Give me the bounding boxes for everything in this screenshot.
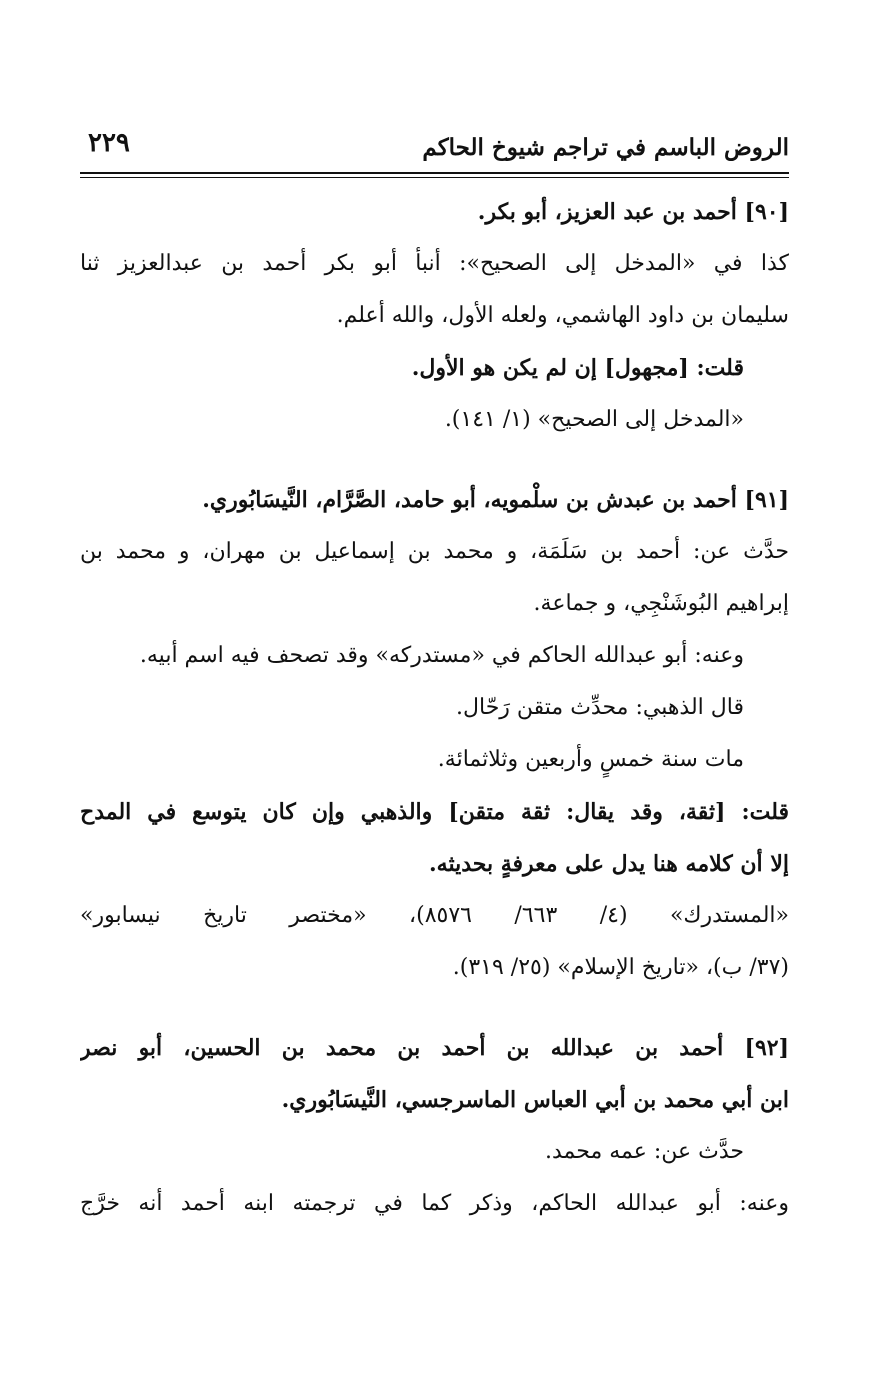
entry-separator [80, 446, 789, 466]
entry-heading: ابن أبي محمد بن أبي العباس الماسرجسي، النَّيسَابُوري. [281, 1087, 789, 1113]
entry-heading: [٩١] أحمد بن عبدش بن سلْمويه، أبو حامد، الصَّرَّام، النَّيسَابُوري. [202, 487, 789, 513]
entry-text: كذا في «المدخل إلى الصحيح»: أنبأ أبو بكر أحمد بن عبدالعزيز ثنا [80, 251, 789, 276]
entry-text: وعنه: أبو عبدالله الحاكم في «مستدركه» وقد تصحف فيه اسم أبيه. [139, 643, 744, 668]
entry-text: سليمان بن داود الهاشمي، ولعله الأول، والله أعلم. [336, 303, 789, 328]
page-number: ٢٢٩ [88, 128, 130, 158]
source-reference: «المستدرك» (٤/ ٦٦٣/ ٨٥٧٦)، «مختصر تاريخ نيسابور» [80, 903, 789, 928]
source-reference: (٣٧/ ب)، «تاريخ الإسلام» (٢٥/ ٣١٩). [452, 955, 789, 980]
source-reference: «المدخل إلى الصحيح» (١/ ١٤١). [444, 407, 744, 432]
author-note: إلا أن كلامه هنا يدل على معرفةٍ بحديثه. [428, 851, 789, 877]
entry-heading: [٩٠] أحمد بن عبد العزيز، أبو بكر. [477, 199, 789, 225]
entry-heading: [٩٢] أحمد بن عبدالله بن أحمد بن محمد بن الحسين، أبو نصر [80, 1035, 789, 1061]
entry-text: إبراهيم البُوشَنْجِي، و جماعة. [533, 591, 789, 616]
running-title: الروض الباسم في تراجم شيوخ الحاكم [422, 134, 789, 161]
entry-separator [80, 994, 789, 1014]
author-note: قلت: [مجهول] إن لم يكن هو الأول. [411, 355, 744, 381]
author-note: قلت: [ثقة، وقد يقال: ثقة متقن] والذهبي وإن كان يتوسع في المدح [80, 799, 789, 825]
entry-text: وعنه: أبو عبدالله الحاكم، وذكر كما في ترجمته ابنه أحمد أنه خرَّج [80, 1191, 789, 1216]
entry-text: مات سنة خمسٍ وأربعين وثلاثمائة. [437, 747, 744, 772]
page-header [80, 120, 789, 168]
entry-92 [80, 1022, 789, 1230]
entry-90 [80, 186, 789, 446]
entry-text: حدَّث عن: أحمد بن سَلَمَة، و محمد بن إسماعيل بن مهران، و محمد بن [80, 539, 789, 564]
entry-91 [80, 474, 789, 994]
entry-text: حدَّث عن: عمه محمد. [544, 1139, 744, 1164]
header-rule [80, 172, 789, 178]
book-page [80, 120, 789, 1392]
entry-text: قال الذهبي: محدِّث متقن رَحّال. [456, 695, 744, 720]
